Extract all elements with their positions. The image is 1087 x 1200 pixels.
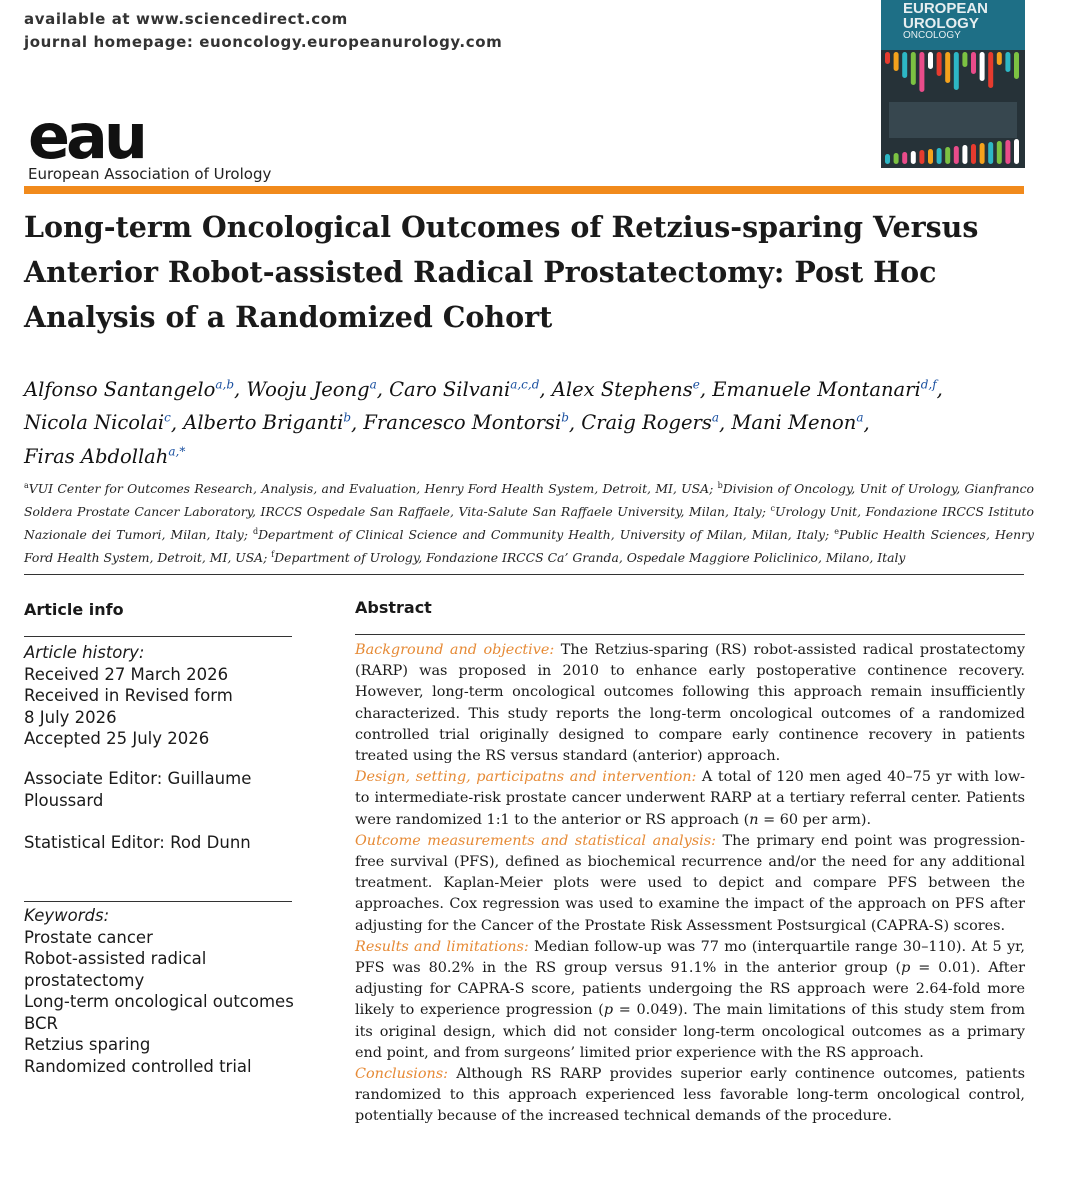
eau-logo-org: European Association of Urology <box>28 165 272 183</box>
abstract-conclusions: Conclusions: Although RS RARP provides superior early continence outcomes, patients randomized to this approach experienced less favorable long-term oncological control, potentially because of the increased technical demands of the procedure. <box>355 1066 1025 1125</box>
author[interactable]: Wooju Jeong$^a$ <box>246 377 377 401</box>
abstract-background: Background and objective: The Retzius-sparing (RS) robot-assisted radical prostatectomy (RARP) was proposed in 2010 to enhance early postoperative continence recovery. However, long-term oncological outcomes following this approach remain insufficiently characterized. This study reports the long-term oncological outcomes of a randomized controlled trial originally designed to compare early continence recovery in patients treated using the RS versus standard (anterior) approach. <box>355 642 1025 765</box>
article-title: Long-term Oncological Outcomes of Retzius-sparing Versus Anterior Robot-assisted Radical Prostatectomy: Post Hoc Analysis of a Randomized Cohort <box>24 210 979 334</box>
affiliations: $^a$VUI Center for Outcomes Research, Analysis, and Evaluation, Henry Ford Health System, Detroit, MI, USA; $^b$Division of Oncology, Unit of Urology, Gianfranco Soldera Prostate Cancer Laboratory, IRCCS Ospedale San Raffaele, Vita-Salute San Raffaele University, Milan, Italy; $^c$Urology Unit, Fondazione IRCCS Istituto Nazionale dei Tumori, Milan, Italy; $^d$Department of Clinical Science and Community Health, University of Milan, Milan, Italy; $^e$Public Health Sciences, Henry Ford Health System, Detroit, MI, USA; $^f$Department of Urology, Fondazione IRCCS Ca’ Granda, Ospedale Maggiore Policlinico, Milano, Italy <box>24 481 1035 566</box>
eau-logo-mark: eau <box>28 100 145 173</box>
author[interactable]: Francesco Montorsi$^b$ <box>363 410 569 434</box>
keywords-divider <box>24 901 292 902</box>
cover-bar <box>988 142 993 164</box>
cover-bar <box>928 52 933 69</box>
revised-label: Received in Revised form <box>24 686 233 705</box>
cover-title-line2: UROLOGY <box>903 15 979 32</box>
author[interactable]: Alberto Briganti$^b$ <box>183 410 351 434</box>
cover-bar <box>919 52 924 92</box>
cover-bar <box>971 144 976 164</box>
cover-bar <box>1014 139 1019 164</box>
cover-bar <box>937 148 942 164</box>
cover-bar <box>997 52 1002 65</box>
keyword: Randomized controlled trial <box>24 1056 252 1076</box>
cover-bar <box>954 52 959 90</box>
cover-bar <box>911 52 916 85</box>
journal-links <box>24 8 502 54</box>
cover-bar <box>885 154 890 164</box>
cover-contents-box <box>889 102 1017 138</box>
article-info-divider <box>24 636 292 637</box>
cover-bar <box>919 150 924 164</box>
keyword: BCR <box>24 1013 59 1033</box>
cover-bar <box>911 151 916 164</box>
cover-bar <box>971 52 976 74</box>
sciencedirect-link[interactable]: available at www.sciencedirect.com <box>24 10 348 28</box>
keyword: Retzius sparing <box>24 1035 151 1054</box>
section-divider <box>24 574 1024 575</box>
associate-editor: Associate Editor: Guillaume Ploussard <box>24 769 252 810</box>
cover-bar <box>945 147 950 164</box>
author[interactable]: Emanuele Montanari$^{d,f}$ <box>712 377 937 401</box>
cover-bar <box>894 153 899 164</box>
history-label: Article history: <box>24 643 145 662</box>
cover-bar <box>937 52 942 76</box>
keyword: Prostate cancer <box>24 927 153 947</box>
author-list: Alfonso Santangelo$^{a,b}$, Wooju Jeong$^a$, Caro Silvani$^{a,c,d}$, Alex Stephens$^e$, Emanuele Montanari$^{d,f}$, Nicola Nicolai$^c$, Alberto Briganti$^b$, Francesco Montorsi$^b$, Craig Rogers$^a$, Mani Menon$^a$, Firas Abdollah$^{a,*}$ <box>24 377 943 468</box>
cover-bar <box>902 152 907 164</box>
abstract-outcome: Outcome measurements and statistical analysis: The primary end point was progression-free survival (PFS), defined as biochemical recurrence and/or the need for any additional treatment. Kaplan-Meier plots were used to depict and compare PFS between the approaches. Cox regression was used to examine the impact of the approach on PFS after adjusting for the Cancer of the Prostate Risk Assessment Postsurgical (CAPRA-S) scores. <box>355 832 1025 934</box>
cover-art <box>881 50 1025 168</box>
cover-bar <box>885 52 890 64</box>
article-history <box>24 642 304 750</box>
eau-logo <box>28 100 278 183</box>
cover-bar <box>997 141 1002 164</box>
abstract-design: Design, setting, participatns and intervention: A total of 120 men aged 40–75 yr with low- to intermediate-risk prostate cancer underwent RARP at a tertiary referral center. Patients were randomized 1:1 to the anterior or RS approach (n = 60 per arm). <box>355 769 1026 828</box>
cover-bar <box>902 52 907 78</box>
abstract-results: Results and limitations: Median follow-up was 77 mo (interquartile range 30–110). At 5 yr, PFS was 80.2% in the RS group versus 91.1% in the anterior group (p = 0.01). After adjusting for CAPRA-S score, patients undergoing the RS approach were 2.64-fold more likely to experience progression (p = 0.049). The main limitations of this study stem from its original design, which did not consider long-term oncological outcomes as a primary end point, and from surgeons’ limited prior experience with the RS approach. <box>355 938 1025 1061</box>
cover-bar <box>945 52 950 83</box>
cover-bar <box>1005 52 1010 72</box>
keyword: Long-term oncological outcomes <box>24 992 294 1011</box>
journal-cover <box>881 0 1025 168</box>
author[interactable]: Alex Stephens$^e$ <box>551 377 700 401</box>
author[interactable]: Caro Silvani$^{a,c,d}$ <box>389 377 540 401</box>
cover-bar <box>962 52 967 67</box>
cover-bar <box>928 149 933 164</box>
abstract-divider <box>355 634 1025 635</box>
revised-date: 8 July 2026 <box>24 707 117 727</box>
cover-title-line1: EUROPEAN <box>903 0 989 17</box>
keywords-label: Keywords: <box>24 906 110 925</box>
article-info-heading: Article info <box>24 600 124 619</box>
abstract-body <box>355 640 1025 1128</box>
accepted-date: Accepted 25 July 2026 <box>24 729 210 748</box>
keyword: Robot-assisted radical prostatectomy <box>24 949 207 990</box>
author[interactable]: Alfonso Santangelo$^{a,b}$ <box>24 377 234 401</box>
received-date: Received 27 March 2026 <box>24 664 229 684</box>
journal-homepage-link[interactable]: journal homepage: euoncology.europeanurology.com <box>24 33 503 51</box>
author[interactable]: Mani Menon$^a$ <box>731 410 864 434</box>
cover-bar <box>988 52 993 88</box>
cover-bar <box>1005 140 1010 164</box>
cover-bar <box>1014 52 1019 79</box>
cover-bar <box>894 52 899 71</box>
cover-bar <box>980 52 985 81</box>
statistical-editor: Statistical Editor: Rod Dunn <box>24 833 251 852</box>
cover-bar <box>962 145 967 164</box>
header-divider <box>24 186 1024 194</box>
abstract-heading: Abstract <box>355 598 432 617</box>
cover-bar <box>980 143 985 164</box>
cover-bar <box>954 146 959 164</box>
author[interactable]: Craig Rogers$^a$ <box>581 410 719 434</box>
cover-title-line3: ONCOLOGY <box>903 30 961 41</box>
keywords <box>24 905 299 1077</box>
author[interactable]: Firas Abdollah$^{a,*}$ <box>24 444 186 468</box>
author[interactable]: Nicola Nicolai$^c$ <box>24 410 171 434</box>
